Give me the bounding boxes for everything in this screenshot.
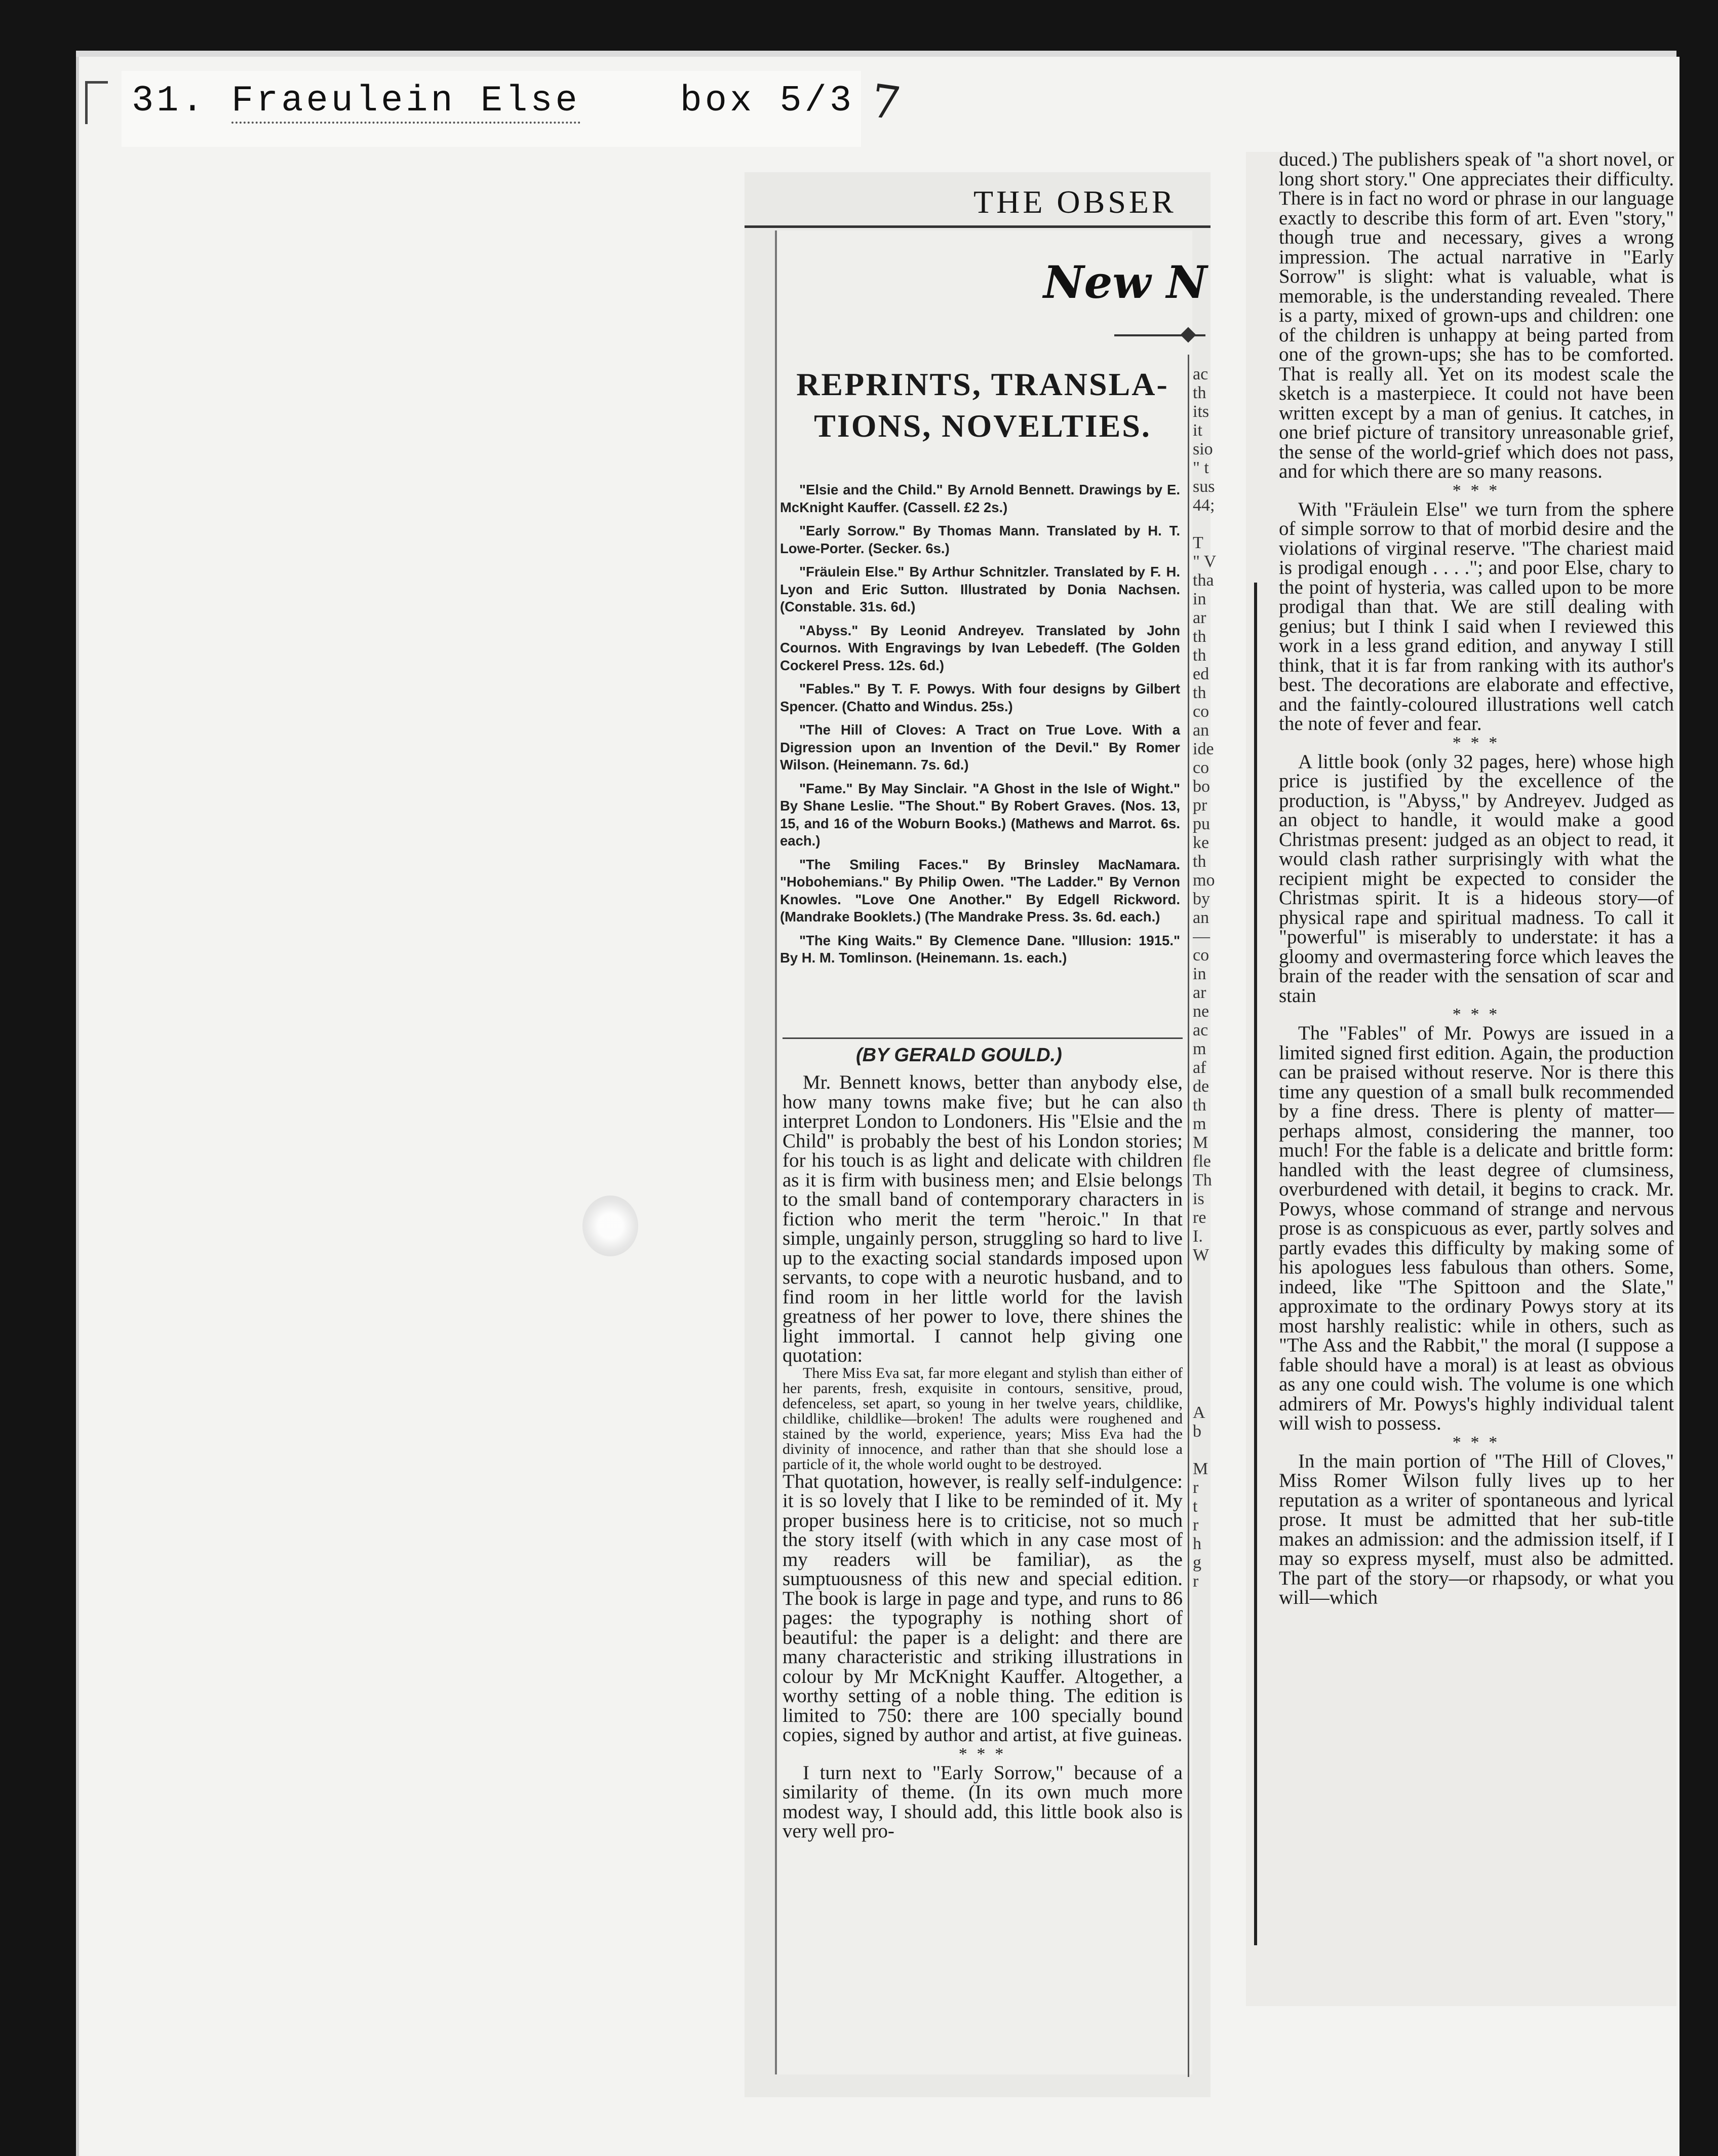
article-headline: REPRINTS, TRANSLA- TIONS, NOVELTIES. (796, 366, 1169, 444)
book-entry: "Fräulein Else." By Arthur Schnitzler. Translated by F. H. Lyon and Eric Sutton. Illustrated by Donia Nachsen. (Constable. 31s. 6d.) (780, 564, 1180, 614)
book-entry: "Elsie and the Child." By Arnold Bennett. Drawings by E. McKnight Kauffer. (Cassell. £2 2s.) (780, 482, 1180, 515)
newspaper-masthead: THE OBSER (973, 184, 1177, 220)
section-stars: * * * (958, 1744, 1007, 1763)
paper-stain (582, 1196, 638, 1256)
book-entry: "Fame." By May Sinclair. "A Ghost in the Isle of Wight." By Shane Leslie. "The Shout." By Robert Graves. (Nos. 13, 15, and 16 of the Woburn Books.) (Mathews and Marrot. 6s. each.) (780, 780, 1180, 849)
book-list (780, 481, 1180, 973)
book-entry: "Abyss." By Leonid Andreyev. Translated by John Cournos. With Engravings by Ivan Lebedeff. (The Golden Cockerel Press. 12s. 6d.) (780, 622, 1180, 673)
section-stars: * * * (1452, 733, 1501, 752)
margin-bracket (1254, 583, 1257, 1945)
masthead-rule (745, 225, 1211, 228)
section-stars: * * * (1452, 1005, 1501, 1024)
section-title-script: New N (1043, 256, 1207, 309)
paragraph: A little book (only 32 pages, here) whose high price is justified by the excellence of the production, is "Abyss," by Andreyev. Judged as an object to handle, it would make a good Christmas present: judged as an object to read, it would clash rather surprisingly with what the recipient might be expected to consider the Christmas spirit. It is a hideous story—of physical rape and spiritual madness. To call it "powerful" is miserably to understate: it has a gloomy and overmastering force which leaves the brain of the reader with the sensation of scar and stain (1279, 750, 1674, 1007)
book-entry: "The King Waits." By Clemence Dane. "Illusion: 1915." By H. M. Tomlinson. (Heinemann. 1s. each.) (780, 932, 1180, 966)
cut-column-fragment: ac th its it sio " t sus 44; T " V tha in ar th th ed th co an ide co bo pr pu ke th mo by an — co in ar ne ac m af de th m M fle Th is re I. W (1193, 365, 1217, 1264)
book-entry: "Fables." By T. F. Powys. With four designs by Gilbert Spencer. (Chatto and Windus. 25s.) (780, 681, 1180, 714)
article-byline: (BY GERALD GOULD.) (856, 1045, 1062, 1066)
label-title: Fraeulein Else (231, 80, 580, 124)
section-stars: * * * (1452, 1433, 1501, 1452)
paragraph: duced.) The publishers speak of "a short novel, or long short story." One appreciates their difficulty. There is in fact no word or phrase in our language exactly to describe this form of art. Even "story," though true and necessary, gives a wrong impression. The actual narrative in "Early Sorrow" is slight: what is valuable, what is memorable, is the understanding revealed. There is a party, mixed of grown-ups and children: one of the children is unhappy at being parted from one of the grown-ups; she has to be comforted. That is really all. Yet on its modest scale the sketch is a masterpiece. It could not have been written except by a man of genius. It catches, in one brief picture of transitory unreasonable grief, the sense of the world-grief which does not pass, and for which there are so many reasons. (1279, 148, 1674, 482)
paragraph: With "Fräulein Else" we turn from the sphere of simple sorrow to that of morbid desire and the violations of virginal reserve. "The chariest maid is prodigal enough . . . ."; and poor Else, chary to the point of hysteria, was called upon to be more prodigal than that. We are still dealing with genius; but I think I said when I reviewed this work in a less grand edition, and anyway I still think, that it is far from ranking with its author's best. The decorations are elaborate and effective, and the faintly-coloured illustrations well catch the note of fever and fear. (1279, 498, 1674, 735)
label-number: 31. (132, 80, 207, 122)
paragraph: The "Fables" of Mr. Powys are issued in a limited signed first edition. Again, the production can be praised without reserve. Nor is there this time any question of a small bulk recommended by a fine dress. There is plenty of matter—perhaps almost, considering the manner, too much! For the fable is a delicate and brittle form: handled with the least degree of clumsiness, overburdened with detail, it begins to crack. Mr. Powys, whose command of strange and nervous prose is as conspicuous as ever, partly solves and partly evades this difficulty by making some of his apologues less fabulous than others. Some, indeed, like "The Spittoon and the Slate," approximate to the ordinary Powys story at its most harshly realistic: while in others, such as "The Ass and the Rabbit," the moral (I suppose a fable should have a moral) is at least as obvious as any one could wish. The volume is one which admirers of Mr. Powys's highly individual talent will wish to possess. (1279, 1022, 1674, 1434)
byline-rule (783, 1037, 1183, 1039)
book-entry: "The Hill of Cloves: A Tract on True Love. With a Digression upon an Invention of the Devil." By Romer Wilson. (Heinemann. 7s. 6d.) (780, 722, 1180, 773)
cut-column-fragment: A b M r t r h g r (1193, 1403, 1208, 1591)
article-body-left (783, 1073, 1183, 1841)
label-box: box 5/3 (680, 80, 855, 122)
section-stars: * * * (1452, 481, 1501, 500)
paragraph: That quotation, however, is really self-indulgence: it is so lovely that I like to be reminded of it. My proper business here is to criticise, not so much the story itself (with which in any case most of my readers will be familiar), as the sumptuousness of this new and special edition. The book is large in page and type, and runs to 86 pages: the typography is nothing short of beautiful: the paper is a delight: and there are many characteristic and striking illustrations in colour by Mr McKnight Kauffer. Altogether, a worthy setting of a noble thing. The edition is limited to 750: there are 100 specially bound copies, signed by author and artist, at five guineas. (783, 1470, 1183, 1746)
pencil-mark: 7 (867, 74, 904, 131)
block-quote: There Miss Eva sat, far more elegant and stylish than either of her parents, fresh, exquisite in contours, sensitive, proud, defenceless, set apart, so young in her twelve years, childlike, childlike, childlike—broken! The adults were roughened and stained by the world, experience, years; Miss Eva had the divinity of innocence, and rather than that she should lose a particle of it, the whole world ought to be destroyed. (783, 1364, 1183, 1473)
archive-label-text (132, 80, 854, 122)
book-entry: "The Smiling Faces." By Brinsley MacNamara. "Hobohemians." By Philip Owen. "The Ladder." By Vernon Knowles. "Love One Another." By Edgell Rickword. (Mandrake Booklets.) (The Mandrake Press. 3s. 6d. each.) (780, 856, 1180, 925)
paragraph: Mr. Bennett knows, better than anybody else, how many towns make five; but he can also interpret London to Londoners. His "Elsie and the Child" is probably the best of his London stories; for his touch is as light and delicate with children as it is firm with business men; and Elsie belongs to the small band of contemporary characters in fiction who merit the term "heroic." In that simple, ungainly person, struggling so hard to live up to the exacting social standards imposed upon servants, to cope with a neurotic husband, and to find room in her little world for the lavish greatness of her power to love, there shines the light immortal. I cannot help giving one quotation: (783, 1071, 1183, 1366)
article-body-right (1279, 150, 1674, 1608)
paragraph: In the main portion of "The Hill of Cloves," Miss Romer Wilson fully lives up to her reputation as a writer of spontaneous and lyrical prose. It must be admitted that her sub-title makes an admission: and the admission itself, if I may so express myself, must also be admitted. The part of the story—or rhapsody, or what you will—which (1279, 1450, 1674, 1608)
book-entry: "Early Sorrow." By Thomas Mann. Translated by H. T. Lowe-Porter. (Secker. 6s.) (780, 523, 1180, 556)
corner-mark (85, 81, 108, 124)
column-divider (1188, 355, 1189, 2077)
paragraph: I turn next to "Early Sorrow," because of a similarity of theme. (In its own much more modest way, I should add, this little book also is very well pro- (783, 1761, 1183, 1842)
